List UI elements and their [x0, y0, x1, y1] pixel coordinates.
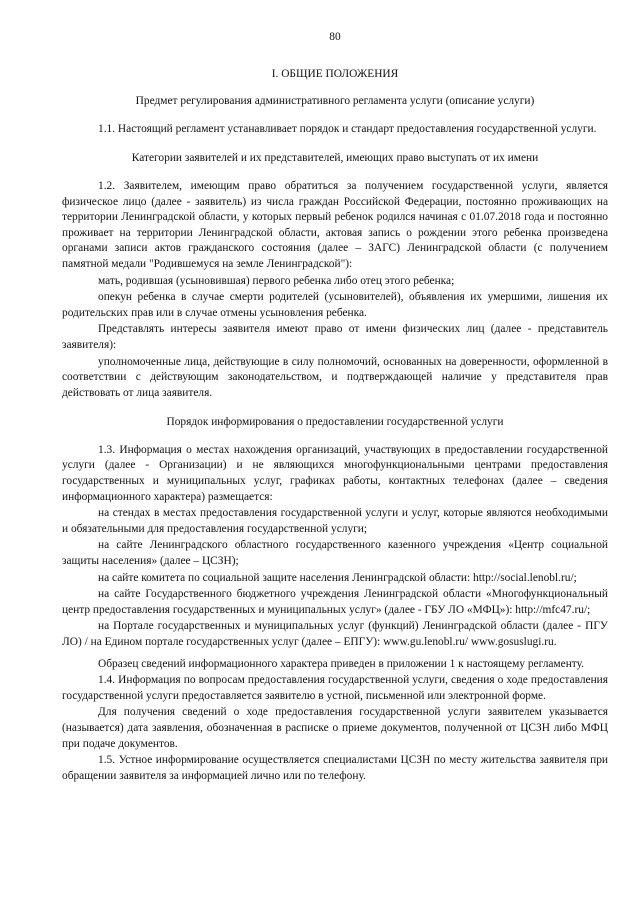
section-title-subject: Предмет регулирования административного регламента услуги (описание услуги) [135, 95, 535, 108]
paragraph-1-4: 1.4. Информация по вопросам предоставления государственной услуги, сведения о ходе предоставления государственной услуги предоставляется заявителю в устной, письменной или электронной форме. [62, 674, 608, 702]
paragraph-progress-info: Для получения сведений о ходе предоставления государственной услуги заявителем указывается (называется) дата заявления, обозначенная в расписке о приеме документов, полученной от ЦСЗН либо МФЦ при подаче документов. [62, 706, 608, 750]
paragraph-stands: на стендах в местах предоставления государственной услуги и услуг, которые являются необходимыми и обязательными для предоставления государственной услуги; [62, 507, 608, 535]
paragraph-sample: Образец сведений информационного характера приведен в приложении 1 к настоящему регламенту. [98, 657, 585, 670]
paragraph-1-3: 1.3. Информация о местах нахождения организаций, участвующих в предоставлении государственной услуги (далее - Организации) и не являющихся многофункциональными центрами предоставления государственных и муниципальных услуг, графиках работы, контактных телефонах (далее – сведения информационного характера) размещается: [62, 443, 608, 503]
paragraph-guardian: опекун ребенка в случае смерти родителей (усыновителей), объявления их умершими, лишения их родительских прав или в случае отмены усыновления ребенка. [62, 291, 608, 319]
paragraph-1-2: 1.2. Заявителем, имеющим право обратиться за получением государственной услуги, является физическое лицо (далее - заявитель) из числа граждан Российской Федерации, постоянно проживающих на территории Ленинградской области, у которых первый ребенок родился начиная с 01.07.2018 года и постоянно проживает на территории Ленинградской области, актовая запись о рождении этого ребенка произведена органами записи актов гражданского состояния (далее – ЗАГС) Ленинградской области (с получением памятной медали "Родившемуся на земле Ленинградской"): [62, 179, 608, 270]
chapter-title: I. ОБЩИЕ ПОЛОЖЕНИЯ [271, 67, 399, 80]
paragraph-authorized-persons: уполномоченные лица, действующие в силу полномочий, основанных на доверенности, оформленной в соответствии с действующим законодательством, и подтверждающей наличие у представителя прав действовать от лица заявителя. [62, 355, 608, 399]
paragraph-portal: на Портале государственных и муниципальных услуг (функций) Ленинградской области (далее - ПГУ ЛО) / на Едином портале государственных услуг (далее – ЕПГУ): www.gu.lenobl.ru/ www.gosuslugi.ru. [62, 620, 608, 648]
section-title-informing: Порядок информирования о предоставлении государственной услуги [166, 416, 504, 429]
paragraph-mother: мать, родившая (усыновившая) первого ребенка либо отец этого ребенка; [98, 274, 455, 287]
paragraph-1-1: 1.1. Настоящий регламент устанавливает порядок и стандарт предоставления государственной услуги. [98, 122, 597, 135]
paragraph-cszn-site: на сайте Ленинградского областного государственного казенного учреждения «Центр социальной защиты населения» (далее – ЦСЗН); [62, 539, 608, 568]
page-number: 80 [329, 31, 341, 43]
paragraph-mfc-site: на сайте Государственного бюджетного учреждения Ленинградской области «Многофункциональный центр предоставления государственных и муниципальных услуг» (далее - ГБУ ЛО «МФЦ»): http://mfc47.ru/; [62, 588, 608, 616]
paragraph-committee-site: на сайте комитета по социальной защите населения Ленинградской области: http://social.lenobl.ru/; [98, 571, 577, 584]
paragraph-representative: Представлять интересы заявителя имеют право от имени физических лиц (далее - представитель заявителя): [62, 323, 608, 351]
section-title-applicants: Категории заявителей и их представителей, имеющих право выступать от их имени [131, 152, 539, 165]
paragraph-1-5: 1.5. Устное информирование осуществляется специалистами ЦСЗН по месту жительства заявителя при обращении заявителя за информацией лично или по телефону. [62, 754, 608, 782]
